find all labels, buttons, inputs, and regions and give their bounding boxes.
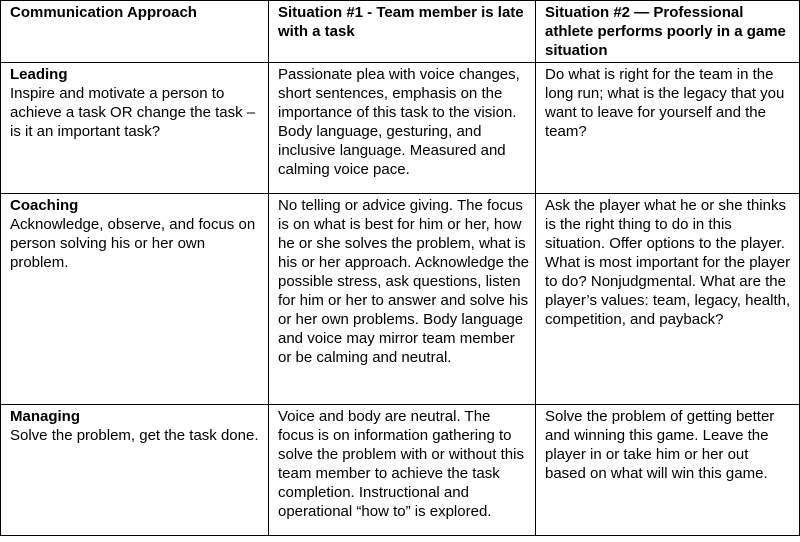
situation-2-cell-coaching: Ask the player what he or she thinks is the right thing to do in this situation. Offer options to the player. What is most important for the player to do? Nonjudgmental. What are the player’s values: team, legacy, health, competition, and payback? xyxy=(536,194,800,405)
header-communication-approach: Communication Approach xyxy=(1,1,269,63)
approach-description: Inspire and motivate a person to achieve a task OR change the task – is it an important task? xyxy=(10,85,256,140)
table-row-managing xyxy=(1,405,800,536)
approach-title: Coaching xyxy=(10,197,79,214)
approach-cell-leading xyxy=(1,63,269,194)
approach-description: Acknowledge, observe, and focus on person solving his or her own problem. xyxy=(10,216,256,271)
table-row-leading xyxy=(1,63,800,194)
situation-1-cell-managing: Voice and body are neutral. The focus is on information gathering to solve the problem with or without this team member to achieve the task completion. Instructional and operational “how to” is explored. xyxy=(269,405,536,536)
situation-1-cell-coaching: No telling or advice giving. The focus is on what is best for him or her, how he or she solves the problem, what is his or her approach. Acknowledge the possible stress, ask questions, listen for him or her to answer and solve his or her own problems. Body language and voice may mirror team member or be calming and neutral. xyxy=(269,194,536,405)
approach-cell-coaching xyxy=(1,194,269,405)
approach-description: Solve the problem, get the task done. xyxy=(10,427,259,444)
situation-2-cell-leading: Do what is right for the team in the long run; what is the legacy that you want to leave for yourself and the team? xyxy=(536,63,800,194)
approach-title: Managing xyxy=(10,408,80,425)
header-situation-2: Situation #2 — Professional athlete performs poorly in a game situation xyxy=(536,1,800,63)
situation-1-cell-leading: Passionate plea with voice changes, short sentences, emphasis on the importance of this task to the vision. Body language, gesturing, and inclusive language. Measured and calming voice pace. xyxy=(269,63,536,194)
approach-cell-managing xyxy=(1,405,269,536)
approach-title: Leading xyxy=(10,66,68,83)
header-situation-1: Situation #1 - Team member is late with a task xyxy=(269,1,536,63)
situation-2-cell-managing: Solve the problem of getting better and winning this game. Leave the player in or take him or her out based on what will win this game. xyxy=(536,405,800,536)
header-row xyxy=(1,1,800,63)
table-row-coaching xyxy=(1,194,800,405)
